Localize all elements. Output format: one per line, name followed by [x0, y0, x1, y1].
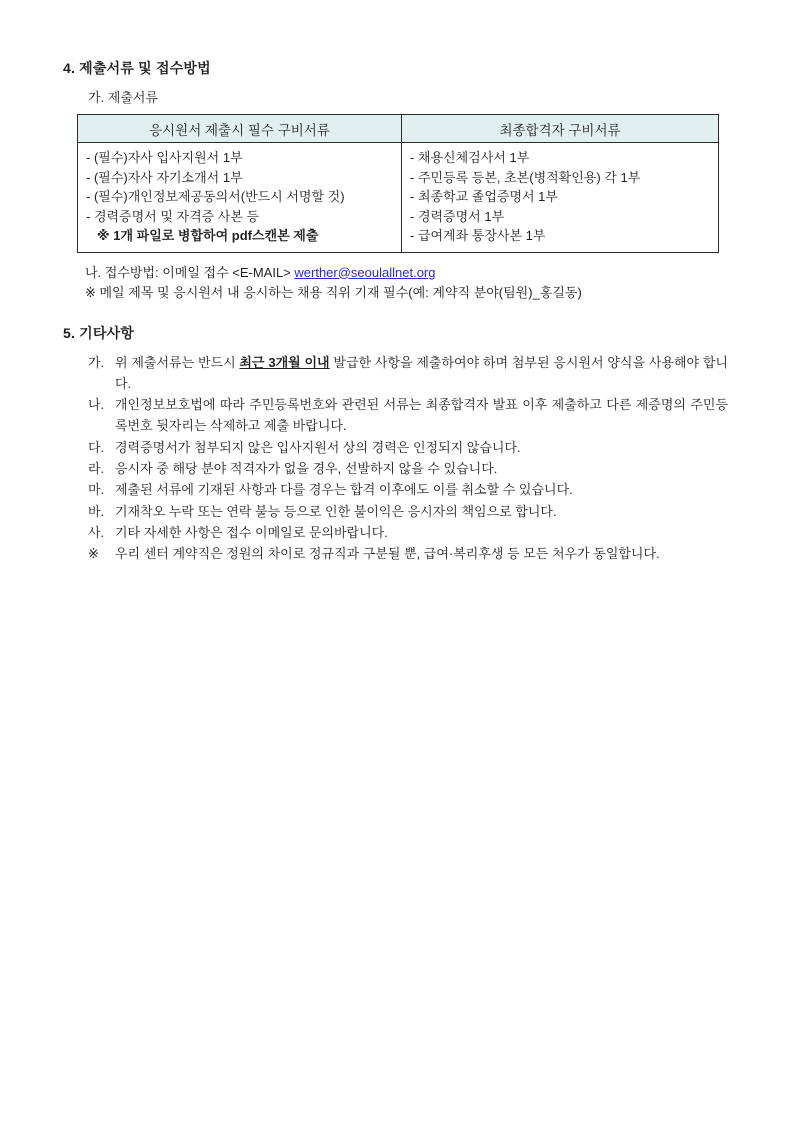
list-item: [88, 501, 730, 522]
list-item: - (필수)자사 입사지원서 1부: [86, 150, 243, 165]
list-item: - 경력증명서 및 자격증 사본 등: [86, 208, 260, 224]
section-4-heading: 4. 제출서류 및 접수방법: [63, 60, 211, 76]
list-item-text: 기재착오 누락 또는 연락 불능 등으로 인한 불이익은 응시자의 책임으로 합니다.: [115, 503, 557, 519]
list-item-label: 바.: [88, 503, 105, 519]
required-documents-cell: [78, 143, 402, 253]
list-item-label: 라.: [88, 460, 105, 476]
text-after-emphasis: 발급한 사항을 제출하여야 하며 첨부된 응시원서 양식을 사용해야 합니다.: [115, 354, 728, 391]
list-item-text: 응시자 중 해당 분야 적격자가 없을 경우, 선발하지 않을 수 있습니다.: [115, 460, 498, 476]
list-item-label: 가.: [88, 354, 105, 370]
list-item-label: ※: [88, 546, 99, 562]
list-item: - 주민등록 등본, 초본(병적확인용) 각 1부: [410, 169, 641, 185]
section-4-item-ga: 가. 제출서류: [88, 90, 159, 105]
section-5: [63, 323, 730, 565]
list-item-text: 경력증명서가 첨부되지 않은 입사지원서 상의 경력은 인정되지 않습니다.: [115, 439, 521, 455]
list-item: - 채용신체검사서 1부: [410, 150, 530, 165]
list-item: - 최종학교 졸업증명서 1부: [410, 189, 558, 204]
section-4-item-na: [85, 263, 730, 284]
list-item: - (필수)개인정보제공동의서(반드시 서명할 것): [86, 189, 345, 204]
email-link[interactable]: werther@seoulallnet.org: [294, 264, 436, 280]
list-item: [88, 522, 730, 543]
list-item-label: 마.: [88, 482, 105, 498]
list-item: - (필수)자사 자기소개서 1부: [86, 169, 243, 185]
emphasized-deadline-text: 최근 3개월 이내: [239, 354, 330, 370]
list-item: [88, 394, 730, 437]
table-header-row: [78, 115, 719, 143]
column-header-required-documents: 응시원서 제출시 필수 구비서류: [78, 115, 402, 143]
list-item-label: 다.: [88, 439, 105, 455]
list-item: [88, 458, 730, 479]
submission-documents-table: [77, 114, 719, 253]
merge-pdf-note: ※ 1개 파일로 병합하여 pdf스캔본 제출: [97, 228, 319, 243]
text-before-emphasis: 위 제출서류는 반드시: [115, 354, 240, 370]
application-method-text: 나. 접수방법: 이메일 접수 <E-MAIL>: [85, 264, 295, 280]
mail-subject-note: ※ 메일 제목 및 응시원서 내 응시하는 채용 직위 기재 필수(예: 계약직 분야(팀원)_홍길동): [85, 285, 582, 300]
list-item-text: 우리 센터 계약직은 정원의 차이로 정규직과 구분될 뿐, 급여·복리후생 등 모든 처우가 동일합니다.: [115, 546, 660, 562]
column-header-final-pass-documents: 최종합격자 구비서류: [402, 115, 719, 143]
list-item-text: 제출된 서류에 기재된 사항과 다를 경우는 합격 이후에도 이를 취소할 수 있습니다.: [115, 482, 573, 498]
list-item: [88, 352, 730, 395]
final-pass-documents-cell: [402, 143, 719, 253]
list-item-text: 개인정보보호법에 따라 주민등록번호와 관련된 서류는 최종합격자 발표 이후 제출하고 다른 제증명의 주민등록번호 뒷자리는 삭제하고 제출 바랍니다.: [115, 397, 728, 434]
list-item-text: 기타 자세한 사항은 접수 이메일로 문의바랍니다.: [115, 524, 388, 540]
list-item-label: 사.: [88, 524, 105, 540]
list-item-text: [115, 352, 730, 395]
section-4: [63, 58, 730, 304]
list-item: [88, 479, 730, 500]
list-item: - 급여계좌 통장사본 1부: [410, 228, 546, 243]
list-item: [88, 543, 730, 564]
section-divider-gap: [63, 304, 730, 323]
section-5-heading: 5. 기타사항: [63, 324, 135, 341]
list-item-label: 나.: [88, 397, 105, 413]
list-item: - 경력증명서 1부: [410, 208, 505, 224]
table-body-row: [78, 143, 719, 253]
list-item: [88, 437, 730, 458]
